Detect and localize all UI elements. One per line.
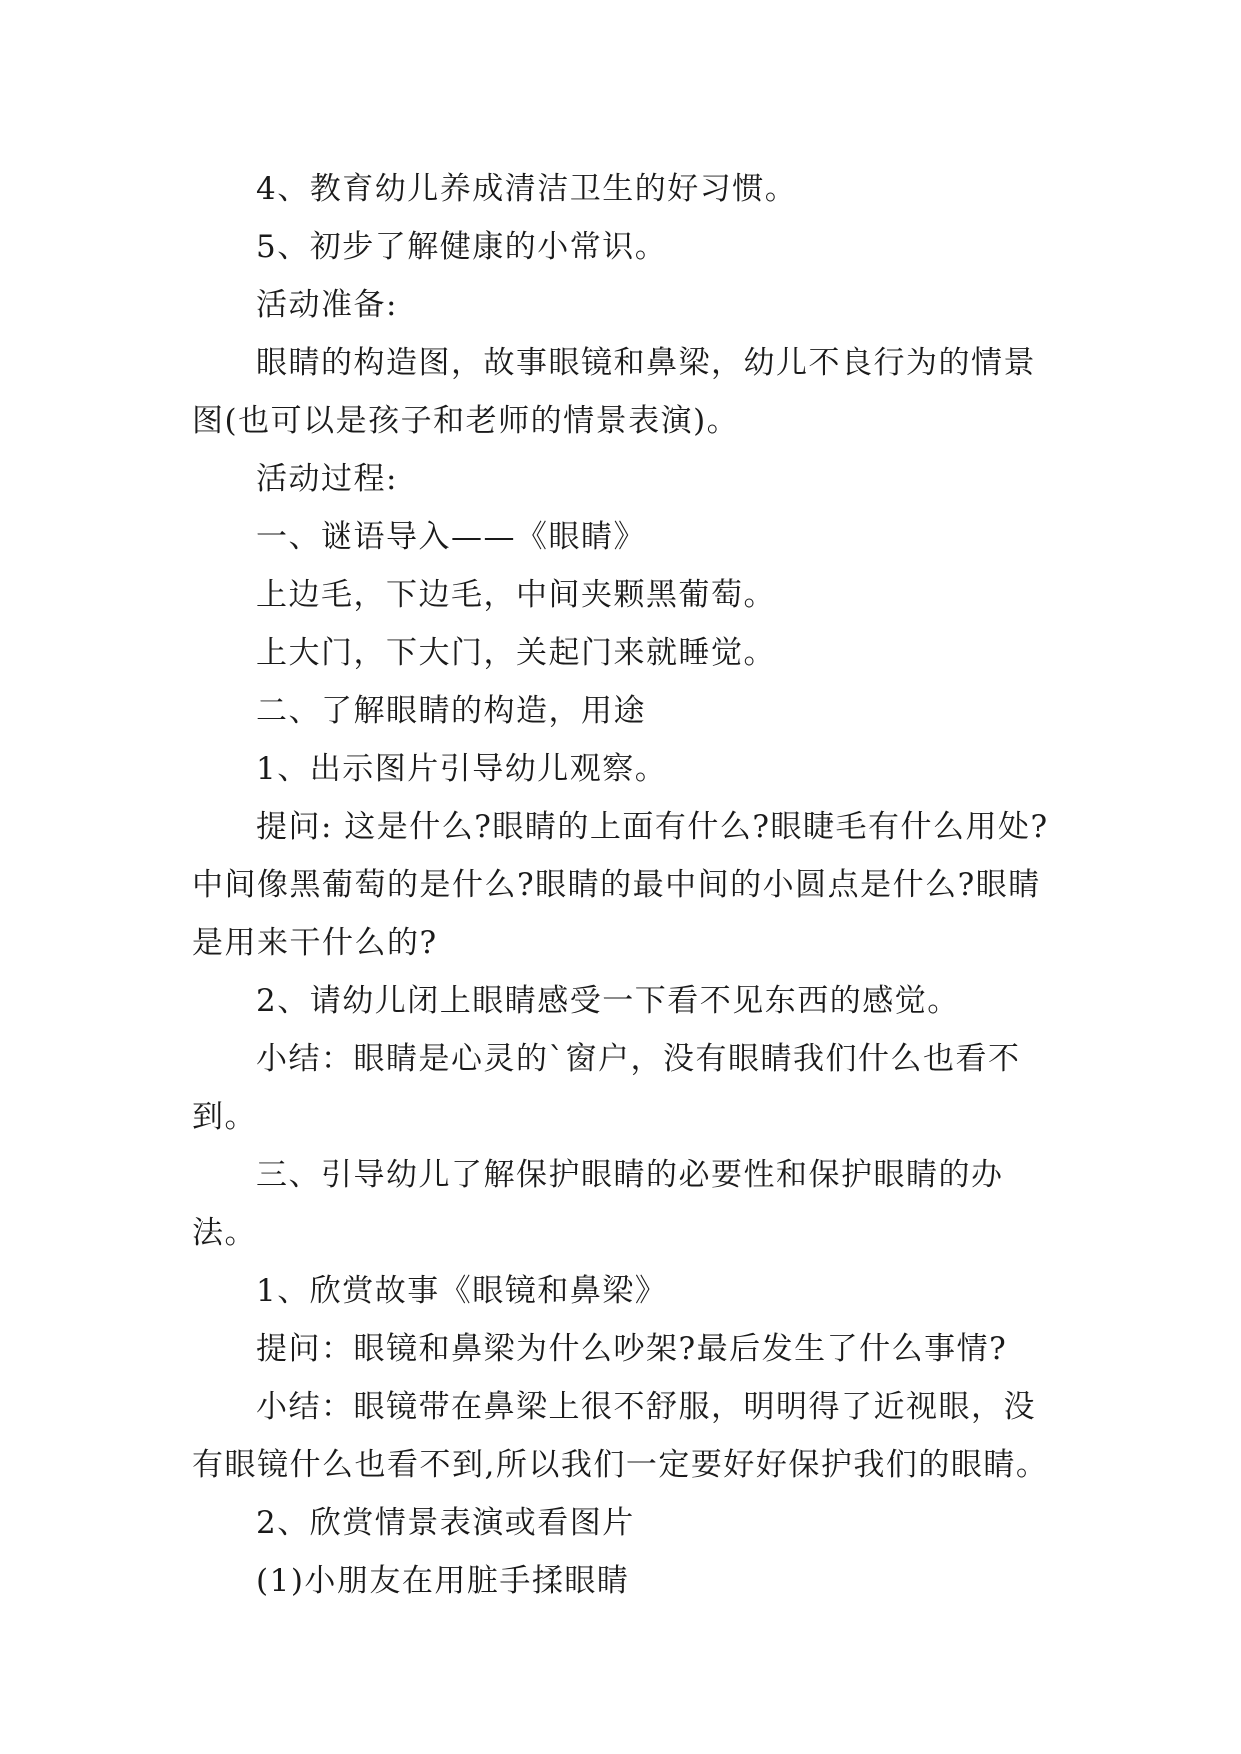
heading-activity-preparation: 活动准备: — [256, 287, 398, 323]
paragraph-riddle-line-2: 上大门，下大门，关起门来就睡觉。 — [256, 635, 776, 671]
paragraph-scenario-1: (1)小朋友在用脏手揉眼睛 — [256, 1563, 630, 1599]
paragraph-step-3-1: 1、欣赏故事《眼镜和鼻梁》 — [256, 1273, 668, 1309]
paragraph-summary-1: 小结：眼睛是心灵的`窗户，没有眼睛我们什么也看不到。 — [192, 1041, 1021, 1135]
paragraph-questions-1: 提问: 这是什么?眼睛的上面有什么?眼睫毛有什么用处?中间像黑葡萄的是什么?眼睛的最中间的小圆点是什么?眼睛是用来干什么的? — [192, 809, 1049, 961]
document-body — [192, 160, 1057, 1610]
heading-section-1: 一、谜语导入——《眼睛》 — [256, 519, 646, 555]
heading-section-3: 三、引导幼儿了解保护眼睛的必要性和保护眼睛的办法。 — [192, 1157, 1004, 1251]
paragraph-step-3-2: 2、欣赏情景表演或看图片 — [256, 1505, 635, 1541]
paragraph-step-2-2: 2、请幼儿闭上眼睛感受一下看不见东西的感觉。 — [256, 983, 960, 1019]
paragraph-step-2-1: 1、出示图片引导幼儿观察。 — [256, 751, 668, 787]
paragraph-goal-4: 4、教育幼儿养成清洁卫生的好习惯。 — [256, 171, 798, 207]
paragraph-preparation-materials: 眼睛的构造图，故事眼镜和鼻梁，幼儿不良行为的情景图(也可以是孩子和老师的情景表演)。 — [192, 345, 1036, 439]
heading-activity-process: 活动过程: — [256, 461, 398, 497]
paragraph-questions-2: 提问：眼镜和鼻梁为什么吵架?最后发生了什么事情? — [256, 1331, 1008, 1367]
paragraph-summary-2: 小结：眼镜带在鼻梁上很不舒服，明明得了近视眼，没有眼镜什么也看不到,所以我们一定要好好保护我们的眼睛。 — [192, 1389, 1049, 1483]
heading-section-2: 二、了解眼睛的构造，用途 — [256, 693, 646, 729]
paragraph-goal-5: 5、初步了解健康的小常识。 — [256, 229, 668, 265]
paragraph-riddle-line-1: 上边毛，下边毛，中间夹颗黑葡萄。 — [256, 577, 776, 613]
